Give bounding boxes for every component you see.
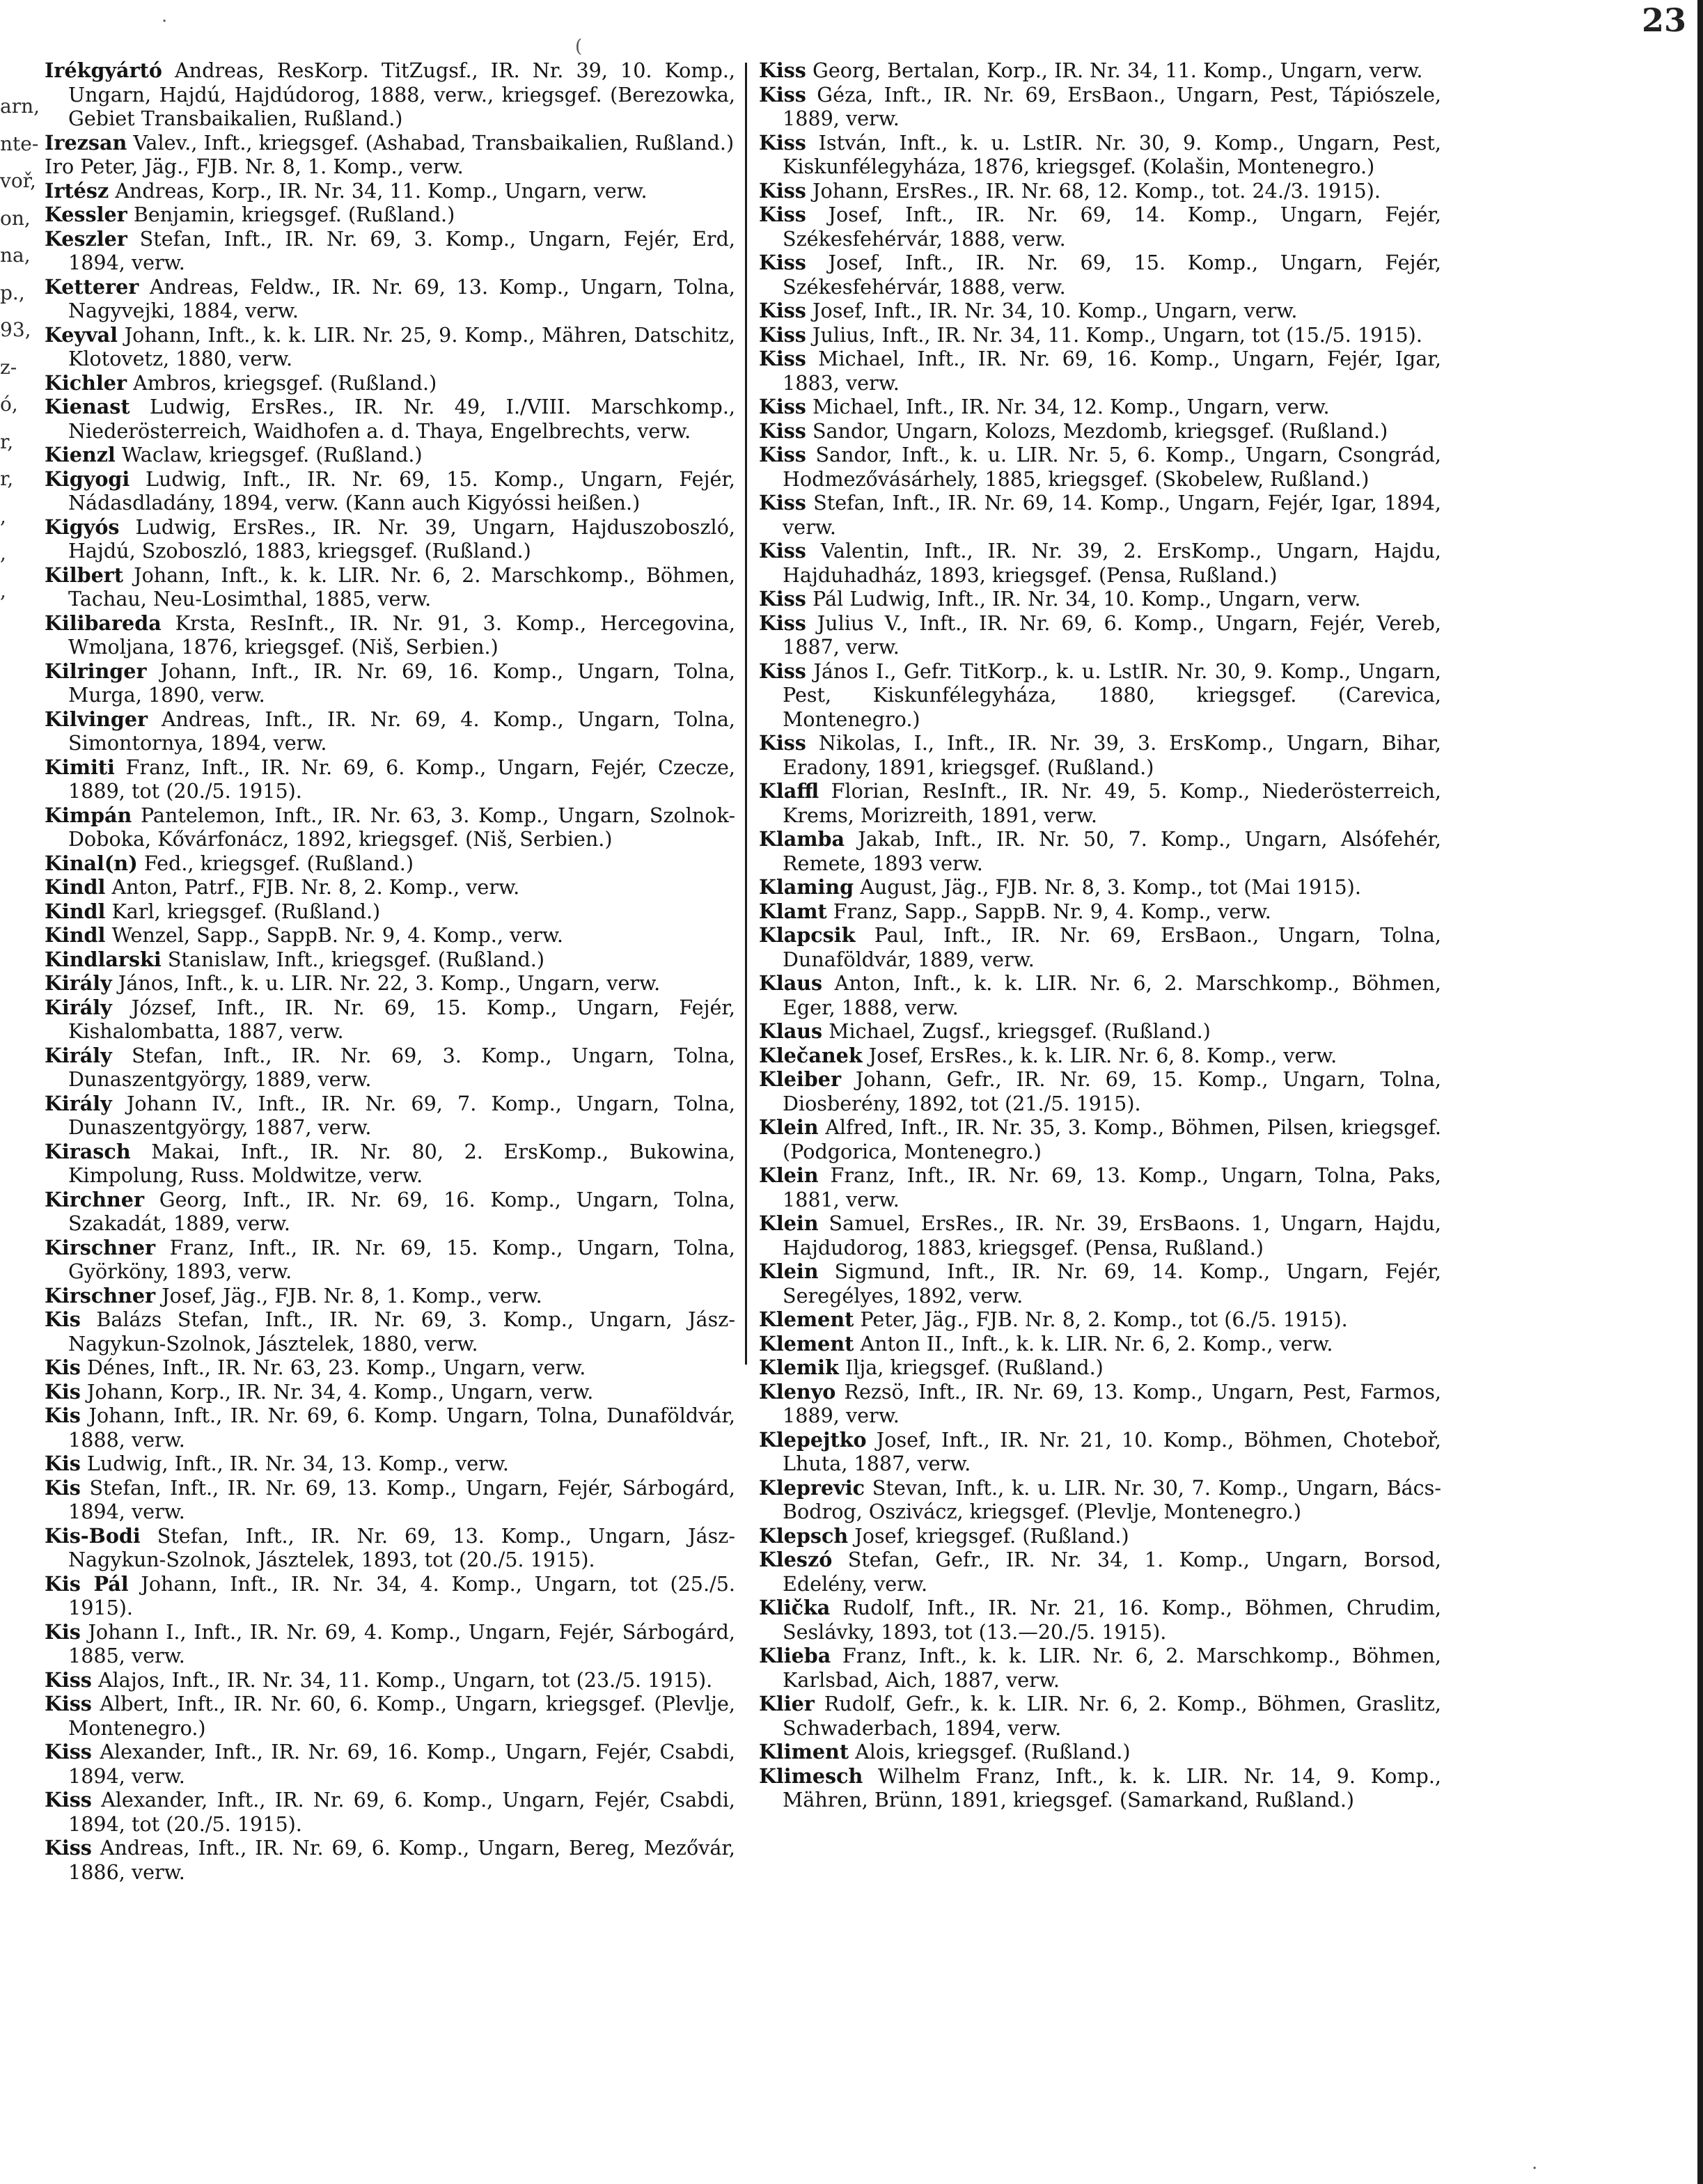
entry-details: Franz, Sapp., SappB. Nr. 9, 4. Komp., verw. [826, 899, 1271, 923]
entry-surname: Kiss [759, 611, 806, 635]
entry-details: Waclaw, kriegsgef. (Rußland.) [115, 443, 423, 466]
entry-details: Franz, Inft., k. k. LIR. Nr. 6, 2. Marschkomp., Böhmen, Karlsbad, Aich, 1887, verw. [783, 1644, 1441, 1692]
entry-details: Alexander, Inft., IR. Nr. 69, 16. Komp., Ungarn, Fejér, Csabdi, 1894, verw. [68, 1740, 735, 1788]
entry-surname: Kleiber [759, 1067, 842, 1091]
entry-details: Stefan, Inft., IR. Nr. 69, 13. Komp., Ungarn, Fejér, Sárbogárd, 1894, verw. [68, 1475, 735, 1523]
page-number: 23 [1641, 1, 1686, 39]
entry-details: Franz, Inft., IR. Nr. 69, 15. Komp., Ungarn, Tolna, Györköny, 1893, verw. [68, 1235, 735, 1283]
entry-details: Josef, kriegsgef. (Rußland.) [848, 1523, 1129, 1548]
register-entry [45, 1452, 735, 1476]
register-entry [759, 539, 1441, 587]
entry-details: Alois, kriegsgef. (Rußland.) [849, 1740, 1131, 1763]
entry-surname: Kindl [45, 923, 106, 947]
register-entry [45, 1307, 735, 1356]
entry-details: Nikolas, I., Inft., IR. Nr. 39, 3. ErsKomp., Ungarn, Bihar, Eradony, 1891, kriegsgef. (Rußland.) [783, 731, 1441, 779]
entry-surname: Kirasch [45, 1139, 131, 1163]
entry-surname: Kiss [45, 1667, 92, 1692]
entry-surname: Kleprevic [759, 1475, 865, 1500]
entry-surname: Klieba [759, 1644, 831, 1667]
register-entry [759, 203, 1441, 251]
entry-surname: Kiss [45, 1692, 92, 1715]
register-entry [45, 1044, 735, 1092]
entry-surname: Klein [759, 1211, 819, 1235]
margin-fragment: , [0, 579, 6, 602]
entry-surname: Klička [759, 1596, 831, 1619]
entry-details: Josef, Inft., IR. Nr. 21, 10. Komp., Böhmen, Chotebоř, Lhuta, 1887, verw. [783, 1427, 1441, 1475]
entry-surname: Klepsch [759, 1523, 849, 1548]
entry-details: Karl, kriegsgef. (Rußland.) [105, 899, 381, 923]
column-divider [745, 63, 747, 1365]
register-entry [45, 611, 735, 659]
register-entry [759, 731, 1441, 779]
entry-details: Johann, Inft., k. k. LIR. Nr. 25, 9. Komp., Mähren, Datschitz, Klotovetz, 1880, verw. [68, 322, 735, 370]
scan-speck: ( [575, 36, 583, 57]
entry-surname: Irtész [45, 178, 109, 203]
entry-surname: Kiss [759, 731, 806, 755]
entry-surname: Kiss [45, 1836, 92, 1860]
register-entry [45, 1092, 735, 1140]
entry-details: Peter, Jäg., FJB. Nr. 8, 2. Komp., tot (6./5. 1915). [854, 1307, 1348, 1331]
register-entry [759, 1692, 1441, 1740]
entry-surname: Kindl [45, 899, 106, 923]
register-entry [45, 875, 735, 899]
register-entry [759, 347, 1441, 395]
entry-details: István, Inft., k. u. LstIR. Nr. 30, 9. Komp., Ungarn, Pest, Kiskunfélegyháza, 1876, kriegsgef. (Kolašin, Montenegro.) [783, 130, 1441, 178]
register-entry [759, 1115, 1441, 1163]
entry-details: Georg, Inft., IR. Nr. 69, 16. Komp., Ungarn, Tolna, Szakadát, 1889, verw. [68, 1187, 735, 1235]
register-entry [45, 1692, 735, 1740]
register-entry [45, 131, 735, 155]
entry-surname: Kilbert [45, 563, 124, 587]
register-entry [45, 155, 735, 179]
entry-surname: Király [45, 995, 112, 1019]
register-entry [759, 875, 1441, 899]
entry-details: Stefan, Inft., IR. Nr. 69, 14. Komp., Ungarn, Fejér, Igar, 1894, verw. [783, 491, 1441, 539]
entry-details: Balázs Stefan, Inft., IR. Nr. 69, 3. Komp., Ungarn, Jász-Nagykun-Szolnok, Jásztelek, 1880, verw. [68, 1307, 735, 1356]
register-entry [759, 443, 1441, 491]
entry-details: Anton, Inft., k. k. LIR. Nr. 6, 2. Marschkomp., Böhmen, Eger, 1888, verw. [783, 971, 1441, 1019]
entry-details: Stanislaw, Inft., kriegsgef. (Rußland.) [161, 947, 545, 971]
entry-surname: Kimiti [45, 755, 115, 779]
entry-details: Benjamin, kriegsgef. (Rußland.) [127, 203, 455, 226]
entry-surname: Kiss [759, 418, 806, 443]
entry-details: Stefan, Inft., IR. Nr. 69, 3. Komp., Ungarn, Fejér, Erd, 1894, verw. [68, 226, 735, 274]
scan-edge [1697, 0, 1703, 2184]
entry-surname: Kiss [45, 1740, 92, 1763]
entry-surname: Kimpán [45, 803, 132, 827]
margin-fragment: arn, [0, 95, 40, 118]
entry-details: Ambros, kriegsgef. (Rußland.) [127, 370, 437, 395]
entry-surname: Klepejtko [759, 1427, 867, 1452]
register-entry [759, 1740, 1441, 1764]
entry-details: Stevan, Inft., k. u. LIR. Nr. 30, 7. Komp., Ungarn, Bács-Bodrog, Oszivácz, kriegsgef. (Plevlje, Montenegro.) [783, 1475, 1441, 1523]
register-entry [759, 1067, 1441, 1115]
entry-details: Samuel, ErsRes., IR. Nr. 39, ErsBaons. 1, Ungarn, Hajdu, Hajdudorog, 1883, kriegsgef. (Pensa, Rußland.) [783, 1211, 1441, 1259]
entry-surname: Kiss [759, 251, 806, 274]
register-entry [45, 948, 735, 972]
entry-surname: Klečanek [759, 1043, 863, 1067]
entry-surname: Klamba [759, 827, 845, 851]
entry-details: Johann, Inft., IR. Nr. 69, 6. Komp. Ungarn, Tolna, Dunaföldvár, 1888, verw. [68, 1404, 735, 1452]
left-margin-fragments [0, 88, 42, 854]
register-entry [759, 659, 1441, 732]
entry-surname: Kichler [45, 370, 127, 395]
entry-surname: Kis [45, 1379, 81, 1404]
register-entry [45, 371, 735, 395]
register-entry [45, 659, 735, 707]
entry-surname: Klein [759, 1163, 819, 1187]
register-entry [759, 1307, 1441, 1332]
entry-details: Ilja, kriegsgef. (Rußland.) [838, 1356, 1104, 1379]
entry-surname: Kiss [759, 443, 806, 466]
register-entry [45, 707, 735, 755]
margin-fragment: voř, [0, 169, 36, 192]
entry-surname: Kis [45, 1307, 81, 1331]
register-entry [759, 1548, 1441, 1596]
entry-surname: Kiss [759, 587, 806, 611]
register-entry [759, 251, 1441, 299]
entry-details: Johann I., Inft., IR. Nr. 69, 4. Komp., Ungarn, Fejér, Sárbogárd, 1885, verw. [68, 1619, 735, 1667]
entry-surname: Király [45, 971, 112, 995]
entry-surname: Kiss [759, 203, 806, 226]
register-entry [759, 587, 1441, 611]
entry-details: Krsta, ResInft., IR. Nr. 91, 3. Komp., Hercegovina, Wmoljana, 1876, kriegsgef. (Niš, Serbien.) [68, 611, 735, 659]
entry-details: Johann, Gefr., IR. Nr. 69, 15. Komp., Ungarn, Tolna, Diosberény, 1892, tot (21./5. 1915). [783, 1067, 1441, 1115]
margin-fragment: ó, [0, 393, 18, 416]
entry-details: János I., Gefr. TitKorp., k. u. LstIR. Nr. 30, 9. Komp., Ungarn, Pest, Kiskunfélegyháza, 1880, kriegsgef. (Carevica, Montenegro.) [783, 659, 1441, 731]
register-entry [45, 1236, 735, 1284]
entry-details: Jakab, Inft., IR. Nr. 50, 7. Komp., Ungarn, Alsófehér, Remete, 1893 verw. [783, 827, 1441, 875]
entry-surname: Kilibareda [45, 611, 162, 635]
entry-surname: Kirchner [45, 1187, 145, 1211]
register-entry [759, 1476, 1441, 1524]
register-entry [45, 515, 735, 563]
entry-surname: Klaus [759, 971, 823, 995]
entry-surname: Kiss [759, 130, 806, 155]
entry-details: Alajos, Inft., IR. Nr. 34, 11. Komp., Ungarn, tot (23./5. 1915). [91, 1667, 713, 1692]
entry-surname: Kis-Bodi [45, 1523, 141, 1548]
entry-details: Sigmund, Inft., IR. Nr. 69, 14. Komp., Ungarn, Fejér, Seregélyes, 1892, verw. [783, 1259, 1441, 1307]
entry-surname: Kessler [45, 203, 127, 226]
entry-surname: Kiss [759, 395, 806, 418]
entry-details: Michael, Zugsf., kriegsgef. (Rußland.) [822, 1019, 1211, 1043]
entry-details: Pantelemon, Inft., IR. Nr. 63, 3. Komp., Ungarn, Szolnok-Doboka, Kővárfonácz, 1892, kriegsgef. (Niš, Serbien.) [68, 803, 735, 851]
register-entry [759, 827, 1441, 875]
entry-surname: Kilvinger [45, 707, 148, 731]
register-entry [45, 803, 735, 851]
entry-details: Franz, Inft., IR. Nr. 69, 6. Komp., Ungarn, Fejér, Czecze, 1889, tot (20./5. 1915). [68, 755, 735, 803]
register-entry [45, 203, 735, 227]
register-entry [759, 1596, 1441, 1644]
register-entry [759, 179, 1441, 203]
register-entry [759, 1044, 1441, 1068]
entry-details: Makai, Inft., IR. Nr. 80, 2. ErsKomp., Bukowina, Kimpolung, Russ. Moldwitze, verw. [68, 1139, 735, 1187]
entry-surname: Kis [45, 1619, 81, 1644]
register-entry [45, 899, 735, 924]
entry-surname: Kiss [759, 178, 806, 203]
entry-details: Josef, Jäg., FJB. Nr. 8, 1. Komp., verw. [155, 1283, 542, 1307]
register-entry [45, 1668, 735, 1692]
register-entry [759, 1259, 1441, 1307]
margin-fragment: , [0, 542, 6, 565]
entry-details: Andreas, ResKorp. TitZugsf., IR. Nr. 39, 10. Komp., Ungarn, Hajdú, Hajdúdorog, 1888, verw., kriegsgef. (Berezowka, Gebiet Transbaikalien, Rußland.) [68, 58, 735, 130]
entry-surname: Kis [45, 1356, 81, 1379]
entry-details: Michael, Inft., IR. Nr. 69, 16. Komp., Ungarn, Fejér, Igar, 1883, verw. [783, 347, 1441, 395]
entry-surname: Kirschner [45, 1235, 156, 1259]
register-entry [759, 58, 1441, 83]
entry-surname: Kliment [759, 1740, 849, 1763]
scan-speck: · [162, 11, 168, 32]
register-entry [759, 491, 1441, 539]
margin-fragment: r, [0, 430, 14, 453]
entry-surname: Irékgyártó [45, 58, 162, 82]
entry-surname: Klaming [759, 875, 854, 899]
entry-surname: Klaffl [759, 779, 819, 803]
entry-details: Albert, Inft., IR. Nr. 60, 6. Komp., Ungarn, kriegsgef. (Plevlje, Montenegro.) [68, 1692, 735, 1740]
register-entry [759, 323, 1441, 347]
register-entry [45, 851, 735, 876]
entry-surname: Kiss [45, 1788, 92, 1812]
entry-surname: Kinal(n) [45, 851, 138, 875]
entry-details: Wilhelm Franz, Inft., k. k. LIR. Nr. 14, 9. Komp., Mähren, Brünn, 1891, kriegsgef. (Samarkand, Rußland.) [783, 1763, 1441, 1812]
entry-surname: Keyval [45, 322, 118, 347]
entry-details: Josef, Inft., IR. Nr. 69, 15. Komp., Ungarn, Fejér, Székesfehérvár, 1888, verw. [783, 251, 1441, 299]
entry-details: Pál Ludwig, Inft., IR. Nr. 34, 10. Komp., Ungarn, verw. [806, 587, 1361, 611]
entry-surname: Klamt [759, 899, 827, 923]
entry-details: Fed., kriegsgef. (Rußland.) [137, 851, 414, 875]
entry-surname: Király [45, 1091, 112, 1115]
entry-surname: Klein [759, 1115, 819, 1139]
entry-surname: Klimesch [759, 1763, 863, 1788]
register-entry [759, 611, 1441, 659]
entry-surname: Klein [759, 1259, 819, 1283]
register-entry [45, 971, 735, 996]
entry-details: Johann, ErsRes., IR. Nr. 68, 12. Komp., tot. 24./3. 1915). [806, 178, 1381, 203]
register-entry [45, 755, 735, 803]
entry-details: Dénes, Inft., IR. Nr. 63, 23. Komp., Ungarn, verw. [80, 1356, 586, 1379]
entry-details: Johann IV., Inft., IR. Nr. 69, 7. Komp., Ungarn, Tolna, Dunaszentgyörgy, 1887, verw. [68, 1091, 735, 1139]
register-entry [45, 467, 735, 515]
entry-surname: Keszler [45, 226, 127, 251]
entry-details: Josef, Inft., IR. Nr. 34, 10. Komp., Ungarn, verw. [806, 299, 1298, 322]
register-entry [45, 1356, 735, 1380]
entry-surname: Irezsan [45, 130, 127, 155]
entry-details: Rezsö, Inft., IR. Nr. 69, 13. Komp., Ungarn, Pest, Farmos, 1889, verw. [783, 1379, 1441, 1427]
entry-details: Alexander, Inft., IR. Nr. 69, 6. Komp., Ungarn, Fejér, Csabdi, 1894, tot (20./5. 1915). [68, 1788, 735, 1836]
margin-fragment: , [0, 504, 6, 528]
entry-surname: Kiss [759, 58, 806, 82]
register-entry [759, 1524, 1441, 1548]
entry-surname: Kiss [759, 322, 806, 347]
entry-details: Valev., Inft., kriegsgef. (Ashabad, Transbaikalien, Rußland.) [127, 130, 735, 155]
entry-details: August, Jäg., FJB. Nr. 8, 3. Komp., tot (Mai 1915). [854, 875, 1361, 899]
entry-details: József, Inft., IR. Nr. 69, 15. Komp., Ungarn, Fejér, Kishalombatta, 1887, verw. [68, 995, 735, 1043]
register-entry [45, 1788, 735, 1836]
entry-surname: Klier [759, 1692, 815, 1715]
register-entry [45, 1404, 735, 1452]
entry-details: Valentin, Inft., IR. Nr. 39, 2. ErsKomp., Ungarn, Hajdu, Hajduhadház, 1893, kriegsgef. (Pensa, Rußland.) [783, 539, 1441, 587]
entry-details: Andreas, Feldw., IR. Nr. 69, 13. Komp., Ungarn, Tolna, Nagyvejki, 1884, verw. [68, 274, 735, 322]
register-entry [759, 899, 1441, 924]
entry-surname: Klemik [759, 1356, 839, 1379]
entry-details: Johann, Inft., IR. Nr. 34, 4. Komp., Ungarn, tot (25./5. 1915). [68, 1571, 735, 1619]
entry-details: Andreas, Inft., IR. Nr. 69, 4. Komp., Ungarn, Tolna, Simontornya, 1894, verw. [68, 707, 735, 755]
entry-details: János, Inft., k. u. LIR. Nr. 22, 3. Komp., Ungarn, verw. [111, 971, 661, 995]
entry-details: Stefan, Gefr., IR. Nr. 34, 1. Komp., Ungarn, Borsod, Edelény, verw. [783, 1548, 1441, 1596]
register-entry [45, 395, 735, 443]
register-entry [45, 923, 735, 948]
entry-surname: Kiss [759, 491, 806, 514]
entry-surname: Klapcsik [759, 923, 856, 947]
entry-details: Wenzel, Sapp., SappB. Nr. 9, 4. Komp., verw. [105, 923, 563, 947]
entry-surname: Kiss [759, 299, 806, 322]
register-entry [45, 996, 735, 1044]
register-entry [759, 419, 1441, 443]
entry-surname: Kilringer [45, 659, 147, 683]
entry-surname: Kiss [759, 539, 806, 563]
entry-surname: Klement [759, 1307, 854, 1331]
entry-details: Alfred, Inft., IR. Nr. 35, 3. Komp., Böhmen, Pilsen, kriegsgef. (Podgorica, Montenegro.) [783, 1115, 1441, 1163]
entry-surname: Klement [759, 1331, 854, 1356]
entry-surname: Kienzl [45, 443, 116, 466]
column-right [759, 58, 1441, 1812]
entry-details: Anton, Patrf., FJB. Nr. 8, 2. Komp., verw. [105, 875, 520, 899]
entry-details: Josef, ErsRes., k. k. LIR. Nr. 6, 8. Komp., verw. [862, 1043, 1337, 1067]
entry-surname: Kirschner [45, 1283, 156, 1307]
register-entry [45, 58, 735, 131]
entry-details: Andreas, Korp., IR. Nr. 34, 11. Komp., Ungarn, verw. [109, 178, 648, 203]
entry-details: Julius, Inft., IR. Nr. 34, 11. Komp., Ungarn, tot (15./5. 1915). [806, 322, 1422, 347]
register-entry [45, 1836, 735, 1884]
register-entry [759, 131, 1441, 179]
entry-surname: Kigyós [45, 514, 120, 539]
entry-surname: Kiss [759, 347, 806, 370]
register-entry [45, 563, 735, 611]
register-entry [759, 1163, 1441, 1211]
register-entry [45, 1620, 735, 1668]
entry-surname: Kienast [45, 395, 130, 418]
register-entry [45, 227, 735, 275]
entry-details: Ludwig, Inft., IR. Nr. 69, 15. Komp., Ungarn, Fejér, Nádasdladány, 1894, verw. (Kann auch Kigyóssi heißen.) [68, 466, 735, 514]
entry-details: Johann, Inft., k. k. LIR. Nr. 6, 2. Marschkomp., Böhmen, Tachau, Neu-Losimthal, 1885, verw. [68, 563, 735, 611]
column-left [45, 58, 735, 1884]
margin-fragment: p., [0, 281, 25, 304]
entry-surname: Klaus [759, 1019, 823, 1043]
register-entry [45, 1188, 735, 1236]
margin-fragment: on, [0, 206, 31, 230]
entry-details: Stefan, Inft., IR. Nr. 69, 3. Komp., Ungarn, Tolna, Dunaszentgyörgy, 1889, verw. [68, 1043, 735, 1091]
entry-surname: Kis [45, 1452, 81, 1475]
entry-details: Paul, Inft., IR. Nr. 69, ErsBaon., Ungarn, Tolna, Dunaföldvár, 1889, verw. [783, 923, 1441, 971]
register-entry [759, 1019, 1441, 1044]
entry-surname: Kindl [45, 875, 106, 899]
register-entry [45, 1740, 735, 1788]
register-entry [759, 1428, 1441, 1476]
register-entry [759, 395, 1441, 419]
entry-details: Andreas, Inft., IR. Nr. 69, 6. Komp., Ungarn, Bereg, Mezővár, 1886, verw. [68, 1836, 735, 1884]
entry-details: Stefan, Inft., IR. Nr. 69, 13. Komp., Ungarn, Jász-Nagykun-Szolnok, Jásztelek, 1893, tot (20./5. 1915). [68, 1523, 735, 1571]
register-entry [45, 1524, 735, 1572]
entry-details: Ludwig, Inft., IR. Nr. 34, 13. Komp., verw. [80, 1452, 510, 1475]
entry-surname: Klenyo [759, 1379, 836, 1404]
register-entry [759, 1332, 1441, 1356]
margin-fragment: na, [0, 244, 31, 267]
register-entry [45, 1476, 735, 1524]
margin-fragment: nte- [0, 132, 39, 155]
entry-details: Sandor, Inft., k. u. LIR. Nr. 5, 6. Komp., Ungarn, Csongrád, Hodmezővásárhely, 1885, kriegsgef. (Skobelew, Rußland.) [783, 443, 1441, 491]
register-entry [759, 1764, 1441, 1812]
entry-details: Sandor, Ungarn, Kolozs, Mezdomb, kriegsgef. (Rußland.) [806, 418, 1388, 443]
entry-surname: Kis Pál [45, 1571, 129, 1596]
register-entry [45, 1572, 735, 1620]
register-entry [45, 1284, 735, 1308]
margin-fragment: z- [0, 355, 17, 379]
entry-surname: Király [45, 1043, 112, 1067]
entry-surname: Kiss [759, 82, 806, 107]
register-entry [45, 443, 735, 467]
entry-details: Anton II., Inft., k. k. LIR. Nr. 6, 2. Komp., verw. [854, 1331, 1333, 1356]
entry-surname: Kis [45, 1404, 81, 1427]
register-entry [759, 83, 1441, 131]
entry-details: Michael, Inft., IR. Nr. 34, 12. Komp., Ungarn, verw. [806, 395, 1330, 418]
entry-surname: Kigyogi [45, 466, 130, 491]
entry-details: Julius V., Inft., IR. Nr. 69, 6. Komp., Ungarn, Fejér, Vereb, 1887, verw. [783, 611, 1441, 659]
register-entry [759, 971, 1441, 1019]
entry-details: Géza, Inft., IR. Nr. 69, ErsBaon., Ungarn, Pest, Tápiószele, 1889, verw. [783, 82, 1441, 130]
margin-fragment: r, [0, 467, 14, 490]
register-entry [759, 1380, 1441, 1428]
register-entry [759, 779, 1441, 827]
entry-details: Ludwig, ErsRes., IR. Nr. 39, Ungarn, Hajduszoboszló, Hajdú, Szoboszló, 1883, kriegsgef. (Rußland.) [68, 514, 735, 563]
register-entry [759, 1644, 1441, 1692]
register-entry [45, 323, 735, 371]
register-entry [45, 179, 735, 203]
register-entry [759, 1356, 1441, 1380]
entry-details: Johann, Inft., IR. Nr. 69, 16. Komp., Ungarn, Tolna, Murga, 1890, verw. [68, 659, 735, 707]
entry-details: Ludwig, ErsRes., IR. Nr. 49, I./VIII. Marschkomp., Niederösterreich, Waidhofen a. d. Thaya, Engelbrechts, verw. [68, 395, 735, 443]
entry-surname: Kiss [759, 659, 806, 683]
entry-details: Georg, Bertalan, Korp., IR. Nr. 34, 11. Komp., Ungarn, verw. [806, 58, 1423, 82]
entry-surname: Kis [45, 1475, 81, 1500]
register-entry [759, 299, 1441, 323]
entry-details: Florian, ResInft., IR. Nr. 49, 5. Komp., Niederösterreich, Krems, Morizreith, 1891, verw. [783, 779, 1441, 827]
entry-details: Johann, Korp., IR. Nr. 34, 4. Komp., Ungarn, verw. [80, 1379, 594, 1404]
entry-surname: Kleszó [759, 1548, 833, 1571]
entry-details: Rudolf, Gefr., k. k. LIR. Nr. 6, 2. Komp., Böhmen, Graslitz, Schwaderbach, 1894, verw. [783, 1692, 1441, 1740]
entry-details: Franz, Inft., IR. Nr. 69, 13. Komp., Ungarn, Tolna, Paks, 1881, verw. [783, 1163, 1441, 1211]
entry-surname: Kindlarski [45, 947, 162, 971]
register-entry [45, 1140, 735, 1188]
scan-speck: · [1532, 2158, 1538, 2179]
entry-details: Iro Peter, Jäg., FJB. Nr. 8, 1. Komp., verw. [45, 155, 464, 178]
register-entry [45, 275, 735, 323]
margin-fragment: 93, [0, 318, 31, 341]
entry-details: Rudolf, Inft., IR. Nr. 21, 16. Komp., Böhmen, Chrudim, Seslávky, 1893, tot (13.—20./5. 1915). [783, 1596, 1441, 1644]
register-entry [45, 1380, 735, 1404]
register-entry [759, 923, 1441, 971]
entry-surname: Ketterer [45, 274, 139, 299]
register-entry [759, 1211, 1441, 1259]
entry-details: Josef, Inft., IR. Nr. 69, 14. Komp., Ungarn, Fejér, Székesfehérvár, 1888, verw. [783, 203, 1441, 251]
